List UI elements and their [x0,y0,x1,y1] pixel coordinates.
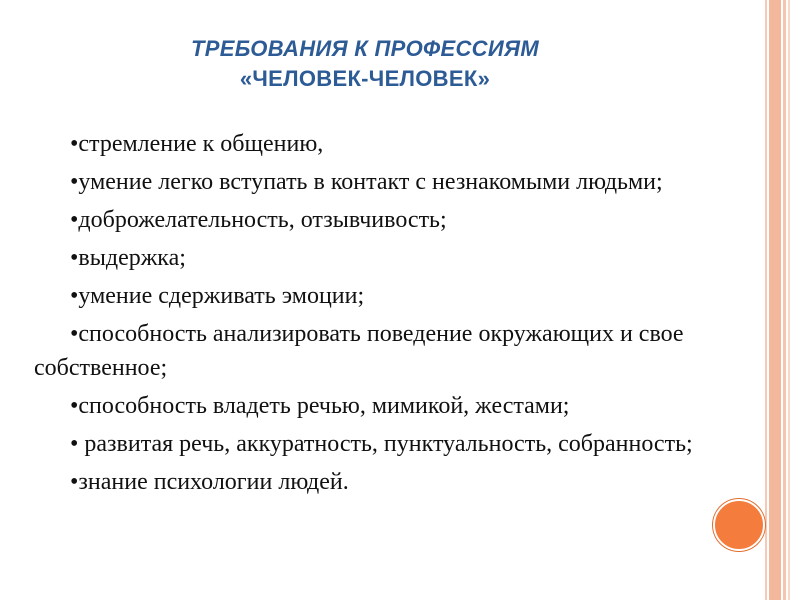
list-item: •стремление к общению, [70,131,324,157]
decor-stripe [765,0,767,600]
list-item: •выдержка; [70,245,186,271]
list-item: • развитая речь, аккуратность, пунктуальность, собранность; [70,431,693,457]
title-line-2: «ЧЕЛОВЕК-ЧЕЛОВЕК» [239,66,491,91]
requirements-list [34,127,734,503]
decor-stripe [769,0,781,600]
decor-stripe [783,0,786,600]
list-item: •доброжелательность, отзывчивость; [70,207,447,233]
decor-stripe [788,0,790,600]
list-item: •знание психологии людей. [70,469,349,495]
list-item: •способность владеть речью, мимикой, жестами; [70,393,570,419]
list-item: •умение сдерживать эмоции; [70,283,365,309]
title-line-1: ТРЕБОВАНИЯ К ПРОФЕССИЯМ [191,36,539,61]
list-item: •умение легко вступать в контакт с незнакомыми людьми; [70,169,663,195]
list-item: •способность анализировать поведение окружающих и свое собственное; [34,321,684,381]
slide-title [150,34,580,94]
orange-circle-icon [713,499,765,551]
